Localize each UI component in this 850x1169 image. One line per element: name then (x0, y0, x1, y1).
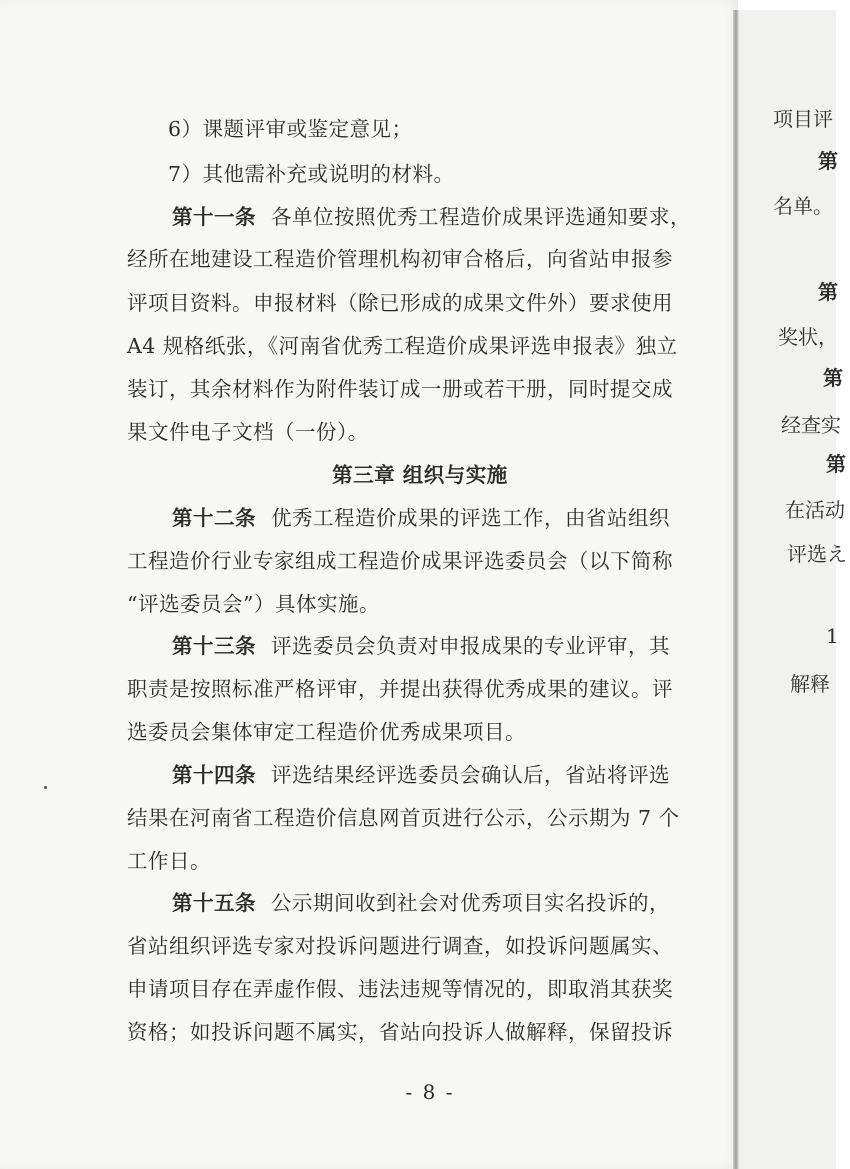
article-text: 各单位按照优秀工程造价成果评选通知要求， (271, 205, 692, 229)
scan-speck (44, 786, 47, 789)
page-number: - 8 - (405, 1080, 455, 1104)
text-line: 装订，其余材料作为附件装订成一册或若干册，同时提交成 (127, 377, 673, 401)
right-page-fragment: 在活动 (785, 498, 845, 522)
text-line: 果文件电子文档（一份）。 (127, 420, 369, 444)
right-page-fragment: 经查实 (781, 413, 841, 437)
text-line: 申请项目存在弄虚作假、违法违规等情况的，即取消其获奖 (127, 977, 673, 1001)
right-page-fragment: 奖状， (778, 325, 838, 349)
article-text: 评选结果经评选委员会确认后，省站将评选 (271, 763, 671, 787)
right-page-fragment: 项目评 (773, 107, 833, 131)
article-line (172, 758, 670, 788)
article-heading: 第十四条 (172, 763, 256, 787)
article-line (172, 501, 670, 531)
article-line (172, 886, 670, 916)
article-line (172, 629, 670, 659)
right-page-fragment: 解释 (790, 672, 830, 696)
right-page-fragment: 1 (826, 624, 839, 648)
text-line: 工作日。 (127, 849, 211, 873)
right-page-fragment: 第 (818, 149, 838, 173)
text-line: 7）其他需补充或说明的材料。 (168, 162, 455, 186)
article-heading: 第十一条 (172, 205, 256, 229)
article-heading: 第十五条 (172, 891, 256, 915)
right-page-fragment: 名单。 (773, 194, 833, 218)
scan-margin (836, 0, 850, 1169)
text-line: 工程造价行业专家组成工程造价成果评选委员会（以下简称 (127, 549, 673, 573)
article-text: 优秀工程造价成果的评选工作，由省站组织 (271, 506, 671, 530)
text-line: 评项目资料。申报材料（除已形成的成果文件外）要求使用 (127, 291, 673, 315)
text-line: A4 规格纸张，《河南省优秀工程造价成果评选申报表》独立 (127, 334, 678, 358)
text-line: 资格；如投诉问题不属实，省站向投诉人做解释，保留投诉 (127, 1020, 673, 1044)
text-line: 6）课题评审或鉴定意见； (168, 117, 413, 141)
text-line: 选委员会集体审定工程造价优秀成果项目。 (127, 720, 526, 744)
right-page-fragment: 第 (823, 366, 843, 390)
right-page (739, 10, 850, 1169)
text-line: 经所在地建设工程造价管理机构初审合格后，向省站申报参 (127, 247, 673, 271)
article-text: 评选委员会负责对申报成果的专业评审，其 (271, 634, 671, 658)
text-line: 省站组织评选专家对投诉问题进行调查，如投诉问题属实、 (127, 934, 673, 958)
article-line (172, 200, 691, 230)
right-page-fragment: 第 (826, 452, 846, 476)
chapter-title: 第三章 组织与实施 (332, 463, 508, 487)
article-heading: 第十二条 (172, 506, 256, 530)
right-page-fragment: 评选え (787, 542, 847, 566)
text-line: “评选委员会”）具体实施。 (127, 592, 380, 616)
text-line: 职责是按照标准严格评审，并提出获得优秀成果的建议。评 (127, 677, 673, 701)
text-line: 结果在河南省工程造价信息网首页进行公示，公示期为 7 个 (127, 806, 680, 830)
article-heading: 第十三条 (172, 634, 256, 658)
article-text: 公示期间收到社会对优秀项目实名投诉的， (271, 891, 671, 915)
right-page-fragment: 第 (818, 280, 838, 304)
